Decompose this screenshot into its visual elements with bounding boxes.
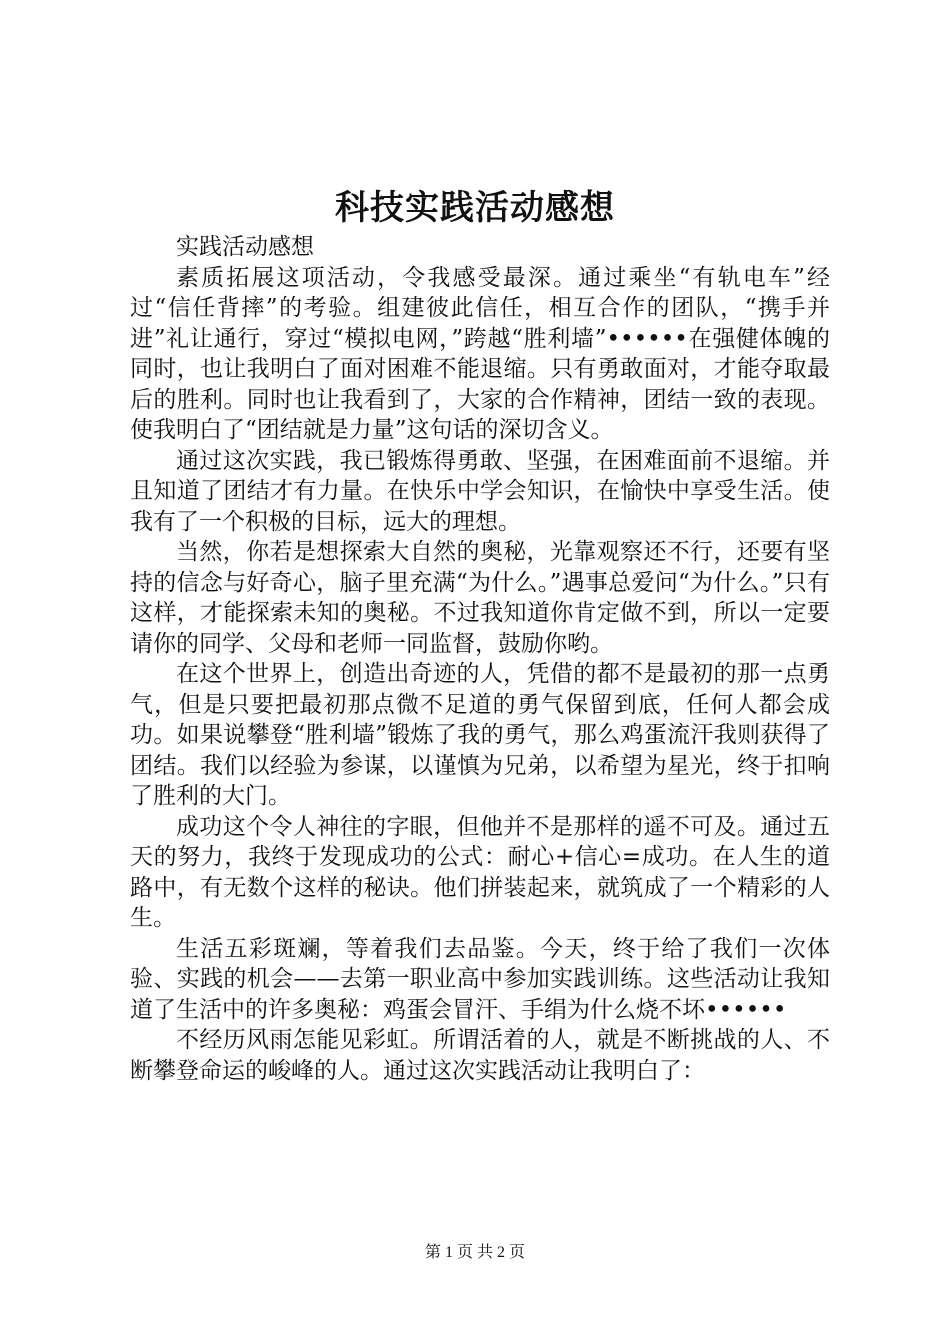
paragraph: 不经历风雨怎能见彩虹。所谓活着的人，就是不断挑战的人、不断攀登命运的峻峰的人。通过这次实践活动让我明白了：: [130, 1027, 830, 1084]
paragraph: 当然，你若是想探索大自然的奥秘，光靠观察还不行，还要有坚持的信念与好奇心，脑子里充满“为什么。”遇事总爱问“为什么。”只有这样，才能探索未知的奥秘。不过我知道你肯定做不到，所以一定要请你的同学、父母和老师一同监督，鼓励你哟。: [130, 539, 830, 657]
paragraph: 通过这次实践，我已锻炼得勇敢、坚强，在困难面前不退缩。并且知道了团结才有力量。在快乐中学会知识，在愉快中享受生活。使我有了一个积极的目标，远大的理想。: [130, 447, 830, 535]
paragraph: 素质拓展这项活动，令我感受最深。通过乘坐“有轨电车”经过“信任背摔”的考验。组建彼此信任，相互合作的团队，“携手并进”礼让通行，穿过“模拟电网，”跨越“胜利墙”••••••在强健体魄的同时，也让我明白了面对困难不能退缩。只有勇敢面对，才能夺取最后的胜利。同时也让我看到了，大家的合作精神，团结一致的表现。使我明白了“团结就是力量”这句话的深切含义。: [130, 264, 830, 443]
paragraph: 成功这个令人神往的字眼，但他并不是那样的遥不可及。通过五天的努力，我终于发现成功的公式：耐心+信心=成功。在人生的道路中，有无数个这样的秘诀。他们拼装起来，就筑成了一个精彩的人生。: [130, 813, 830, 931]
paragraph: 在这个世界上，创造出奇迹的人，凭借的都不是最初的那一点勇气，但是只要把最初那点微不足道的勇气保留到底，任何人都会成功。如果说攀登“胜利墙”锻炼了我的勇气，那么鸡蛋流汗我则获得了团结。我们以经验为参谋，以谨慎为兄弟，以希望为星光，终于扣响了胜利的大门。: [130, 661, 830, 809]
document-body: [130, 232, 830, 1086]
page-number-footer: 第 1 页 共 2 页: [424, 1244, 525, 1261]
paragraph-subtitle: 实践活动感想: [176, 234, 314, 260]
document-title: 科技实践活动感想: [335, 188, 615, 228]
paragraph: 生活五彩斑斓，等着我们去品鉴。今天，终于给了我们一次体验、实践的机会——去第一职业高中参加实践训练。这些活动让我知道了生活中的许多奥秘：鸡蛋会冒汗、手绢为什么烧不坏••••••: [130, 935, 830, 1023]
